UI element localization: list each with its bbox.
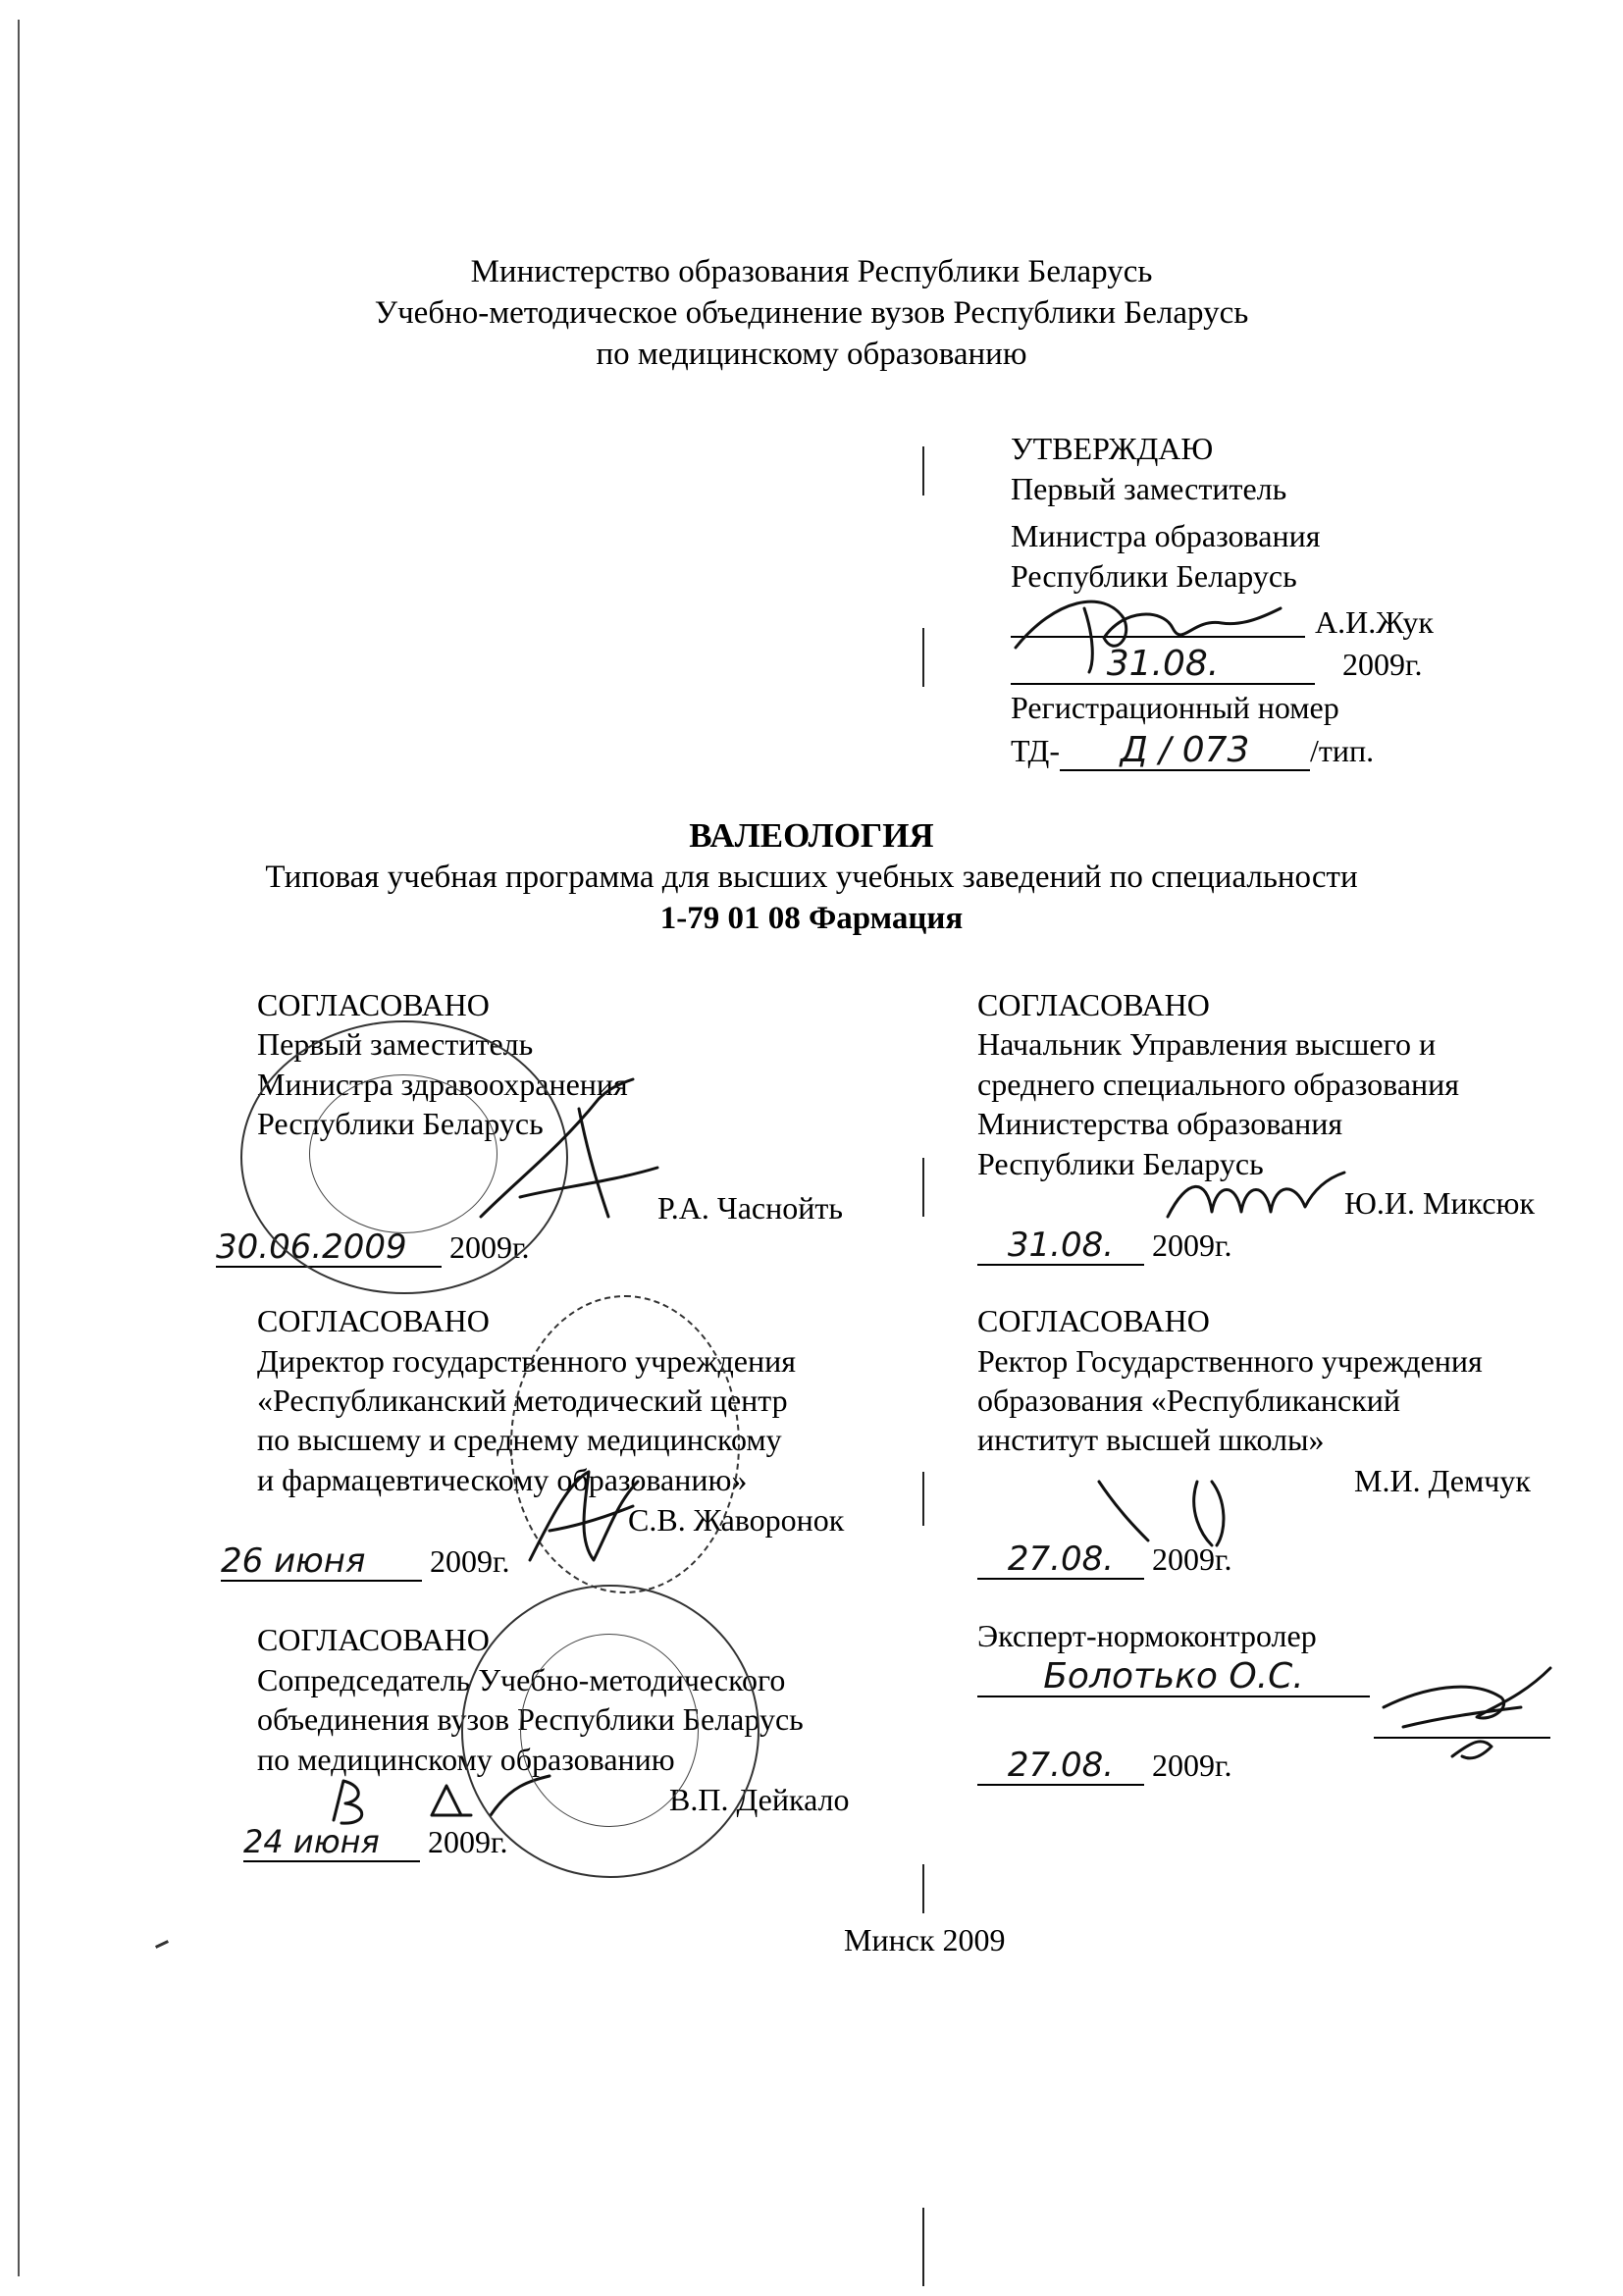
b3-line: по высшему и среднему медицинскому <box>257 1422 782 1457</box>
place-year: Минск 2009 <box>844 1922 1006 1957</box>
approval-date-row <box>1011 646 1423 685</box>
document-title: ВАЛЕОЛОГИЯ <box>689 816 934 855</box>
divider-mark <box>922 446 924 496</box>
b6-signature-line <box>1374 1737 1550 1739</box>
approval-line1: Первый заместитель <box>1011 471 1287 506</box>
approval-line3: Республики Беларусь <box>1011 558 1297 594</box>
b5-line: Сопредседатель Учебно-методического <box>257 1662 786 1697</box>
b2-title: СОГЛАСОВАНО <box>977 987 1210 1022</box>
approval-line2: Министра образования <box>1011 518 1321 553</box>
approval-reg-row <box>1011 732 1374 771</box>
umo-heading: Учебно-методическое объединение вузов Республики Беларусь <box>374 295 1249 331</box>
b1-line: Республики Беларусь <box>257 1106 544 1141</box>
b5-title: СОГЛАСОВАНО <box>257 1622 490 1657</box>
divider-mark <box>922 628 924 687</box>
b6-date-handwritten: 27.08. <box>977 1747 1144 1786</box>
b1-line: Первый заместитель <box>257 1026 534 1062</box>
b1-date-handwritten: 30.06.2009 <box>216 1228 442 1268</box>
b6-year: 2009г. <box>1152 1748 1232 1783</box>
umo-heading-sub: по медицинскому образованию <box>596 337 1027 372</box>
approval-date-handwritten: 31.08. <box>1011 646 1315 685</box>
approval-signer: А.И.Жук <box>1315 604 1434 640</box>
b2-line: Республики Беларусь <box>977 1146 1264 1181</box>
b4-date-row <box>977 1540 1232 1580</box>
b6-title: Эксперт-нормоконтролер <box>977 1618 1317 1653</box>
b1-year: 2009г. <box>449 1229 530 1265</box>
b4-year: 2009г. <box>1152 1541 1232 1577</box>
reg-suffix: /тип. <box>1310 733 1375 768</box>
b6-name-handwritten: Болотько О.С. <box>977 1658 1370 1697</box>
b5-signer: В.П. Дейкало <box>669 1782 850 1817</box>
b5-date-handwritten: 24 июня <box>243 1823 420 1862</box>
approval-year: 2009г. <box>1342 647 1423 682</box>
b1-title: СОГЛАСОВАНО <box>257 987 490 1022</box>
reg-prefix: ТД- <box>1011 733 1061 768</box>
b4-signer: М.И. Демчук <box>1354 1463 1531 1498</box>
b6-signature <box>1364 1648 1560 1776</box>
b3-signature <box>520 1462 648 1580</box>
scan-mark <box>155 1940 169 1949</box>
divider-mark <box>922 1864 924 1913</box>
b5-date-row <box>243 1823 508 1862</box>
b3-date-row <box>221 1542 510 1582</box>
b2-date-row <box>977 1226 1232 1266</box>
b4-line: образования «Республиканский <box>977 1383 1401 1418</box>
document-subtitle: Типовая учебная программа для высших учебных заведений по специальности <box>265 860 1358 895</box>
b2-signer: Ю.И. Миксюк <box>1344 1185 1535 1221</box>
b4-line: Ректор Государственного учреждения <box>977 1343 1483 1379</box>
b1-signature <box>461 1070 677 1246</box>
b4-date-handwritten: 27.08. <box>977 1540 1144 1580</box>
b2-line: среднего специального образования <box>977 1067 1459 1102</box>
b2-line: Начальник Управления высшего и <box>977 1026 1437 1062</box>
b2-date-handwritten: 31.08. <box>977 1226 1144 1266</box>
specialty-code: 1-79 01 08 Фармация <box>659 901 964 936</box>
b1-signer: Р.А. Часнойть <box>657 1190 843 1226</box>
b3-year: 2009г. <box>430 1543 510 1579</box>
b1-line: Министра здравоохранения <box>257 1067 628 1102</box>
b2-year: 2009г. <box>1152 1227 1232 1263</box>
divider-mark <box>922 2208 924 2286</box>
reg-number-handwritten: Д / 073 <box>1060 732 1310 771</box>
b2-signature <box>1158 1158 1354 1236</box>
b5-line: по медицинскому образованию <box>257 1742 675 1777</box>
divider-mark <box>922 1472 924 1526</box>
b3-date-handwritten: 26 июня <box>221 1542 422 1582</box>
approval-reg-label: Регистрационный номер <box>1011 690 1339 725</box>
b5-line: объединения вузов Республики Беларусь <box>257 1701 804 1737</box>
b5-year: 2009г. <box>428 1824 508 1859</box>
b5-seal-inner <box>520 1634 699 1827</box>
b2-line: Министерства образования <box>977 1106 1343 1141</box>
b6-date-row <box>977 1747 1232 1786</box>
b4-signature <box>1089 1462 1246 1550</box>
b3-signer: С.В. Жаворонок <box>628 1502 845 1538</box>
divider-mark <box>922 1158 924 1217</box>
approval-title: УТВЕРЖДАЮ <box>1011 431 1214 466</box>
b6-name-row <box>977 1658 1370 1697</box>
ministry-heading: Министерство образования Республики Беларусь <box>470 254 1153 289</box>
b4-title: СОГЛАСОВАНО <box>977 1303 1210 1338</box>
b3-line: и фармацевтическому образованию» <box>257 1462 748 1497</box>
b3-title: СОГЛАСОВАНО <box>257 1303 490 1338</box>
b4-line: институт высшей школы» <box>977 1422 1325 1457</box>
b3-line: Директор государственного учреждения <box>257 1343 796 1379</box>
b3-line: «Республиканский методический центр <box>257 1383 788 1418</box>
